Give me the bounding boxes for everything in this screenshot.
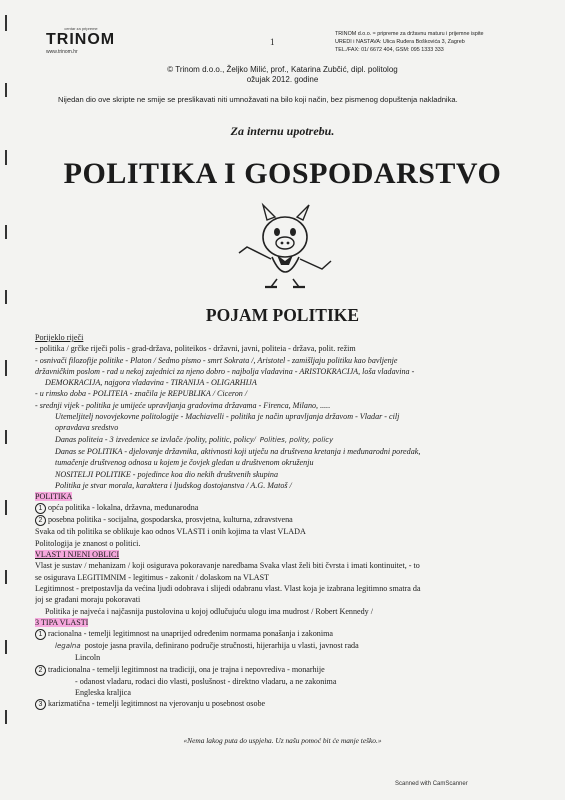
- scan-margin-mark: [5, 710, 7, 724]
- text-line: - politika / grčke riječi polis - grad-država, politeikos - državni, javni, politeia - država, polit. režim: [35, 344, 356, 354]
- text-line: - u rimsko doba - POLITEIA - značila je REPUBLIKA / Ciceron /: [35, 389, 248, 399]
- number-circle: 2: [35, 665, 46, 676]
- scan-margin-mark: [5, 225, 7, 239]
- tipa-heading-line: [35, 617, 535, 628]
- document-title: POLITIKA I GOSPODARSTVO: [63, 157, 502, 190]
- list-item: [35, 664, 535, 676]
- text-line: se osigurava LEGITIMNIM - legitimus - zakonit / dolaskom na VLAST: [35, 572, 270, 582]
- scan-margin-mark: [5, 570, 7, 584]
- text-span: Danas politeia - 3 izvedenice se izvlače /polity, politic, policy/: [55, 434, 256, 444]
- text-line: Lincoln: [75, 653, 101, 663]
- number-circle: 1: [35, 629, 46, 640]
- logo-tagline: centar za pripreme: [64, 26, 98, 31]
- list-item: [35, 514, 535, 526]
- text-line: Politologija je znanost o politici.: [35, 538, 141, 548]
- handwritten-note: legalna: [55, 642, 81, 651]
- company-line: UREDI i NASTAVA: Ulica Ruđera Boškovića 3, Zagreb: [335, 39, 465, 45]
- tipa-heading: 3 TIPA VLASTI: [35, 617, 89, 627]
- trinom-logo: [46, 26, 116, 55]
- text-span: racionalna - temelji legitimnost na unaprijed određenim normama ponašanja i zakonima: [48, 629, 333, 639]
- origin-heading: Porijeklo riječi: [35, 333, 84, 342]
- text-span: karizmatična - temelji legitimnost na vjerovanju u posebnost osobe: [48, 699, 266, 709]
- text-line: - osnivači filozofije politike - Platon / Sedmo pismo - smrt Sokrata /, Aristotel - zamišljaju politiku kao bavljenje: [35, 355, 398, 365]
- section-heading: POJAM POLITIKE: [205, 305, 360, 325]
- scan-margin-mark: [5, 83, 7, 97]
- text-line: Politika je stvar morala, karaktera i ljudskog dostojanstva / A.G. Matoš /: [55, 480, 292, 490]
- text-line: DEMOKRACIJA, najgora vladavina - TIRANIJA - OLIGARHIJA: [45, 378, 257, 388]
- text-line: Svaka od tih politika se oblikuje kao odnos VLASTI i onih kojima ta vlast VLADA: [35, 527, 306, 537]
- list-item: [35, 698, 535, 710]
- company-info: [335, 30, 525, 54]
- number-circle: 2: [35, 515, 46, 526]
- text-line: - odanost vladaru, rodaci dio vlasti, poslušnost - direktno vladaru, a ne zakonima: [75, 676, 337, 686]
- scan-margin-mark: [5, 430, 7, 444]
- internal-use-label: Za internu upotrebu.: [230, 124, 335, 138]
- list-item: [35, 640, 535, 652]
- scan-margin-mark: [5, 360, 7, 376]
- scan-margin-mark: [5, 500, 7, 515]
- vlast-heading: VLAST I NJENI OBLICI: [35, 550, 120, 560]
- text-line: Engleska kraljica: [75, 688, 131, 698]
- body-text: [35, 332, 535, 710]
- text-line: [35, 434, 535, 446]
- text-line: - srednji vijek - politika je umijeće upravljanja gradovima državama - Firenca, Milano, .....: [35, 400, 331, 410]
- cartoon-pig-mascot-icon: [227, 195, 342, 295]
- scan-margin-mark: [5, 290, 7, 304]
- copyright: [0, 65, 565, 85]
- text-span: postoje jasna pravila, definirano područje stručnosti, hijerarhija u vlasti, javnost rada: [84, 641, 359, 651]
- text-line: NOSITELJI POLITIKE - pojedince koa dio nekih društvenih skupina: [55, 469, 278, 479]
- scanned-with-label: Scanned with CamScanner: [395, 781, 468, 787]
- scan-margin-mark: [5, 15, 7, 31]
- text-line: Danas se POLITIKA - djelovanje državnika, aktivnosti koji utječu na društvena kretanja i međunarodni poredak,: [55, 446, 421, 456]
- politika-label: POLITIKA: [35, 492, 73, 502]
- text-line: Legitimnost - pretpostavlja da većina ljudi odobrava i slijedi odabranu vlast. Vlast koja je izabrana legitimno smatra da: [35, 583, 421, 593]
- company-line: TRINOM d.o.o. ≈ pripreme za državnu maturu i prijemne ispite: [335, 31, 484, 37]
- text-line: opravdava sredstvo: [55, 423, 119, 433]
- number-circle: 3: [35, 699, 46, 710]
- copyright-date: ožujak 2012. godine: [246, 75, 319, 84]
- politika-label-line: [35, 491, 535, 502]
- footer-quote: «Nema lakog puta do uspjeha. Uz našu pomoć bit će manje teško.»: [183, 736, 382, 745]
- text-span: opća politika - lokalna, državna, međunarodna: [48, 503, 199, 513]
- handwritten-note: Polities, polity, policy: [259, 435, 334, 444]
- copyright-authors: © Trinom d.o.o., Željko Milić, prof., Katarina Zubčić, dipl. politolog: [167, 65, 398, 74]
- copy-notice: Nijedan dio ove skripte ne smije se preslikavati niti umnožavati na bilo koji način, bez pismenog dopuštenja nakladnika.: [58, 95, 458, 104]
- text-line: Vlast je sustav / mehanizam / koji osigurava pokoravanje naredbama Svaka vlast želi biti čvrsta i imati kontinuitet, - to: [35, 561, 420, 571]
- page-number: 1: [270, 37, 275, 47]
- text-line: državničkim poslom - rad u nekoj zajednici za njeno dobro - najbolja vladavina - ARISTOKRACIJA, loša vladavina -: [35, 366, 415, 376]
- text-line: joj se građani moraju pokoravati: [35, 595, 141, 605]
- logo-name: TRINOM: [46, 31, 116, 48]
- text-span: posebna politika - socijalna, gospodarska, prosvjetna, kulturna, zdravstvena: [48, 515, 293, 525]
- list-item: [35, 628, 535, 640]
- scan-margin-mark: [5, 640, 7, 654]
- list-item: [35, 502, 535, 514]
- text-line: tumačenje društvenog odnosa u kojem je čovjek gledan u društvenom okruženju: [55, 458, 314, 468]
- company-line: TEL./FAX: 01/ 6672 404, GSM: 095 1333 333: [335, 47, 444, 53]
- text-span: tradicionalna - temelji legitimnost na tradiciji, ona je trajna i nepovrediva - monarhije: [48, 664, 325, 674]
- vlast-heading-line: [35, 549, 535, 560]
- text-line: Politika je najveća i najčasnija pustolovina u kojoj odlučujuću ulogu ima mudrost / Robert Kennedy /: [45, 606, 373, 616]
- text-line: Utemeljitelj novovjekovne politologije - Machiavelli - politika je način upravljanja državom - Vladar - cilj: [55, 412, 400, 422]
- number-circle: 1: [35, 503, 46, 514]
- logo-url: www.trinom.hr: [46, 49, 78, 55]
